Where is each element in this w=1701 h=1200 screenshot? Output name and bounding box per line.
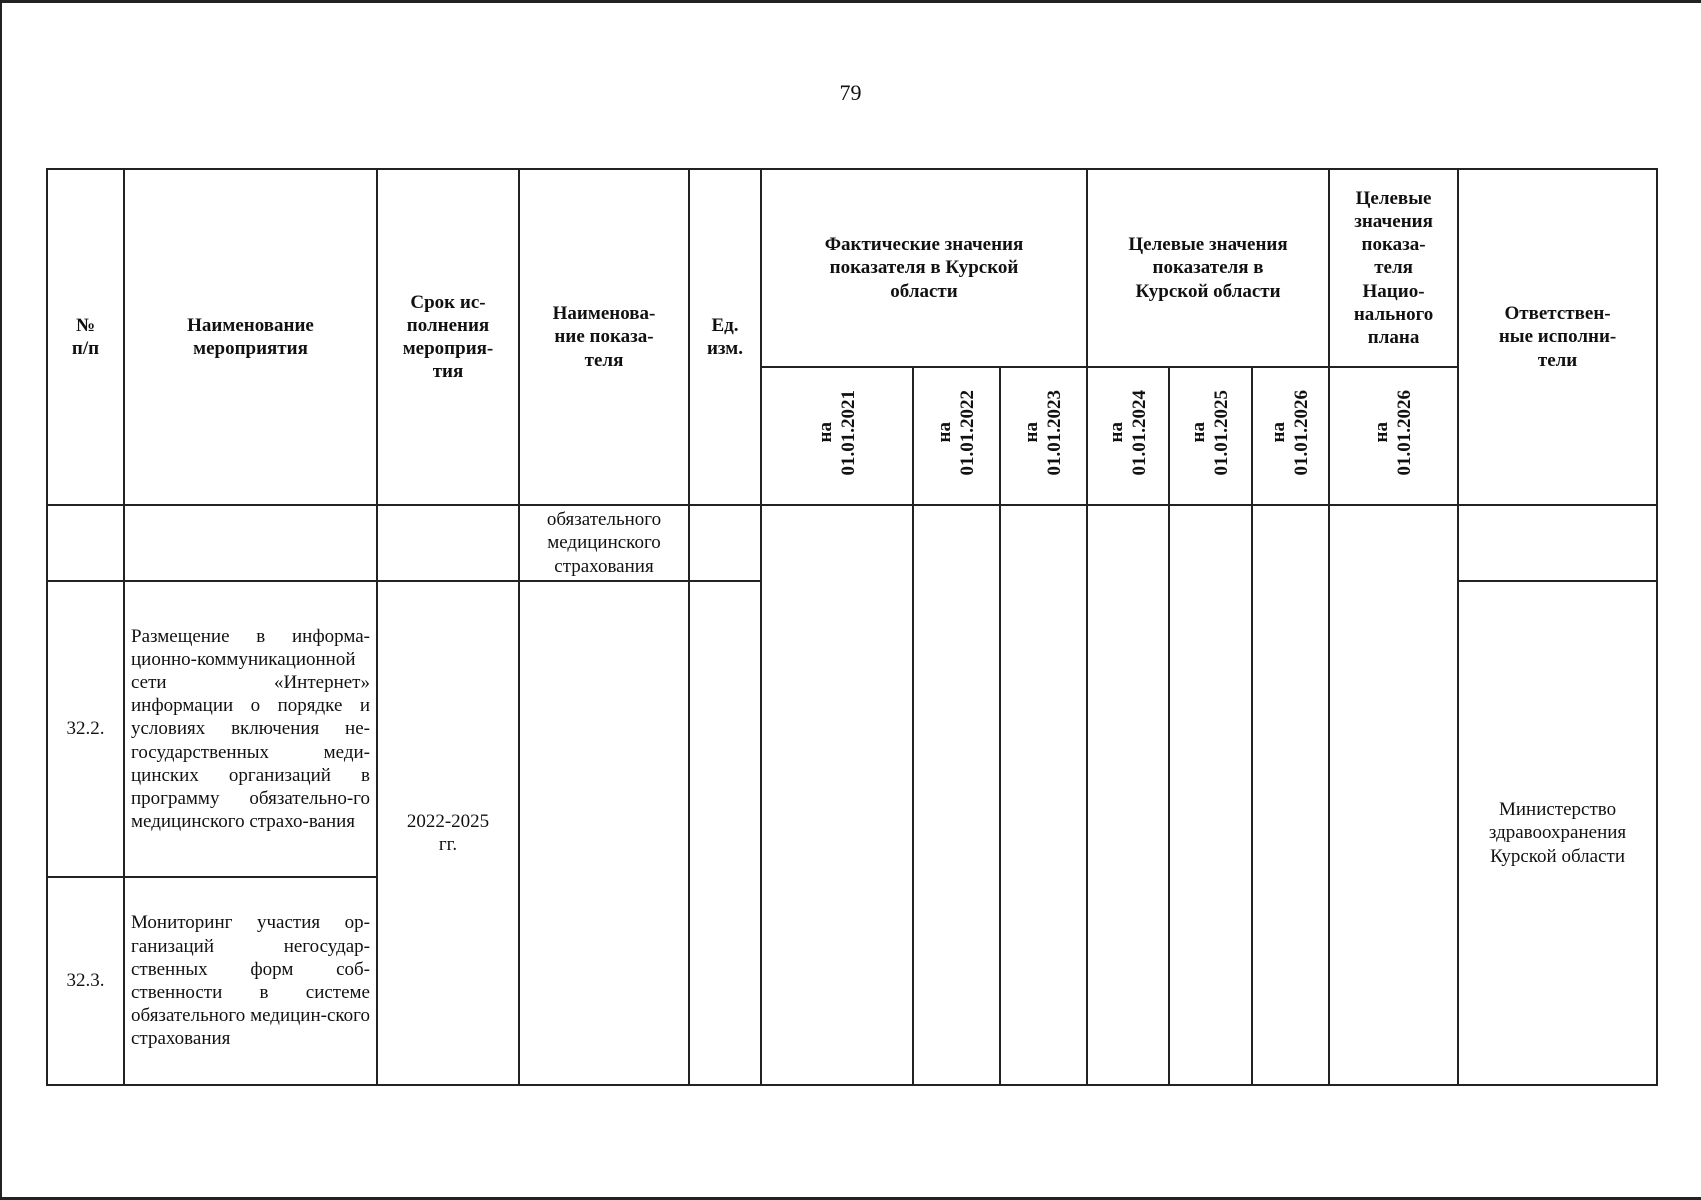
- cell-event: [124, 505, 377, 581]
- cell-value-2021: [761, 505, 913, 1085]
- cell-indicator-merged: [519, 581, 689, 1085]
- cell-num-32-2: 32.2.: [47, 581, 124, 877]
- page-frame-left: [0, 0, 2, 1200]
- cell-value-2022: [913, 505, 1000, 1085]
- cell-event-32-2: Размещение в информа-ционно-коммуникационной сети «Интернет» информации о порядке и условиях включения не-государственных меди-цинских организаций в программу обязательно-го медицинского страхо-вания: [124, 581, 377, 877]
- header-target-values: Целевые значения показателя в Курской области: [1087, 169, 1329, 367]
- cell-value-national: [1329, 505, 1458, 1085]
- header-date-national-2026: на 01.01.2026: [1329, 367, 1458, 505]
- header-date-2021: на 01.01.2021: [761, 367, 913, 505]
- header-actual-values: Фактические значения показателя в Курской области: [761, 169, 1087, 367]
- cell-event-32-3: Мониторинг участия ор-ганизаций негосудар-ственных форм соб-ственности в системе обязательного медицин-ского страхования: [124, 877, 377, 1085]
- page-frame-top: [0, 0, 1701, 3]
- header-date-2025: на 01.01.2025: [1169, 367, 1252, 505]
- header-responsible: Ответствен- ные исполни- тели: [1458, 169, 1657, 505]
- table-row-continuation: [47, 505, 1657, 581]
- header-unit: Ед. изм.: [689, 169, 761, 505]
- header-row-groups: [47, 169, 1657, 367]
- cell-unit-merged: [689, 581, 761, 1085]
- cell-indicator-continuation: обязательного медицинского страхования: [519, 505, 689, 581]
- page-number: 79: [839, 80, 862, 105]
- header-date-2023: на 01.01.2023: [1000, 367, 1087, 505]
- cell-deadline: [377, 505, 519, 581]
- header-date-2026: на 01.01.2026: [1252, 367, 1329, 505]
- cell-responsible-continuation: [1458, 505, 1657, 581]
- header-national-plan: Целевые значения показа- теля Нацио- нального плана: [1329, 169, 1458, 367]
- cell-value-2023: [1000, 505, 1087, 1085]
- header-date-2022: на 01.01.2022: [913, 367, 1000, 505]
- indicators-table: [46, 168, 1658, 1086]
- header-event-name: Наименование мероприятия: [124, 169, 377, 505]
- cell-unit: [689, 505, 761, 581]
- header-date-2024: на 01.01.2024: [1087, 367, 1169, 505]
- cell-value-2026: [1252, 505, 1329, 1085]
- cell-value-2025: [1169, 505, 1252, 1085]
- cell-value-2024: [1087, 505, 1169, 1085]
- cell-responsible-merged: Министерство здравоохранения Курской области: [1458, 581, 1657, 1085]
- header-num: № п/п: [47, 169, 124, 505]
- header-deadline: Срок ис- полнения мероприя- тия: [377, 169, 519, 505]
- header-indicator-name: Наименова- ние показа- теля: [519, 169, 689, 505]
- cell-deadline-merged: 2022-2025 гг.: [377, 581, 519, 1085]
- cell-num-32-3: 32.3.: [47, 877, 124, 1085]
- cell-num: [47, 505, 124, 581]
